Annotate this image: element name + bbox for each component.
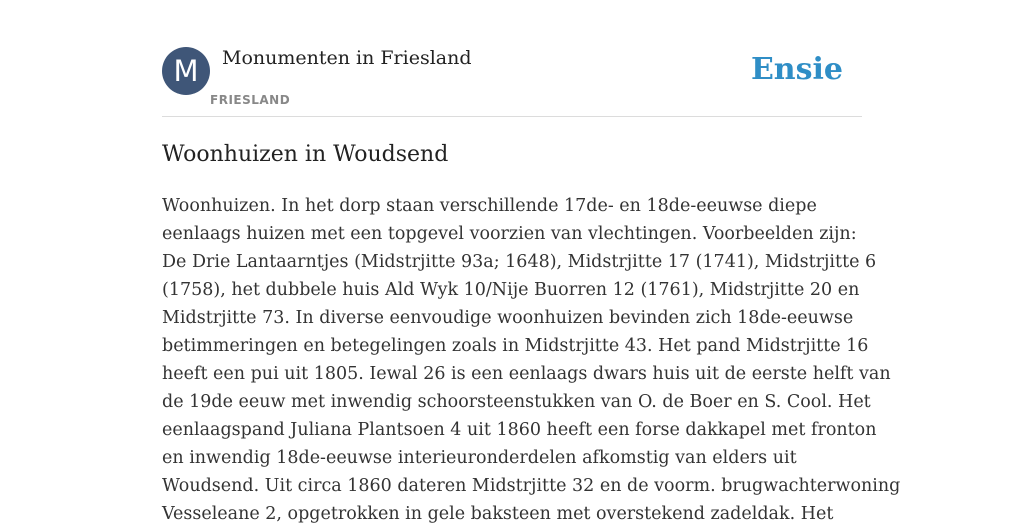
article-line: de 19de eeuw met inwendig schoorsteenstukken van O. de Boer en S. Cool. Het [162,392,871,412]
article-line: en inwendig 18de-eeuwse interieuronderdelen afkomstig van elders uit [162,448,797,468]
article-line: betimmeringen en betegelingen zoals in Midstrjitte 43. Het pand Midstrjitte 16 [162,336,869,356]
article-line: Woonhuizen. In het dorp staan verschillende 17de- en 18de-eeuwse diepe [162,196,817,216]
page-title: Woonhuizen in Woudsend [162,142,449,167]
article-line: Midstrjitte 73. In diverse eenvoudige woonhuizen bevinden zich 18de-eeuwse [162,308,854,328]
ensie-logo[interactable]: Ensie [750,52,843,87]
source-title-link[interactable]: Monumenten in Friesland [222,47,472,69]
article-line: Vesseleane 2, opgetrokken in gele baksteen met overstekend zadeldak. Het [162,504,834,524]
article-line: heeft een pui uit 1805. Iewal 26 is een eenlaags dwars huis uit de eerste helft van [162,364,891,384]
article-line: eenlaagspand Juliana Plantsoen 4 uit 1860 heeft een forse dakkapel met fronton [162,420,877,440]
article-line: eenlaags huizen met een topgevel voorzien van vlechtingen. Voorbeelden zijn: [162,224,857,244]
article-line: Woudsend. Uit circa 1860 dateren Midstrjitte 32 en de voorm. brugwachterwoning [162,476,901,496]
article-line: (1758), het dubbele huis Ald Wyk 10/Nije Buorren 12 (1761), Midstrjitte 20 en [162,280,860,300]
article-body [162,192,901,528]
article-line: De Drie Lantaarntjes (Midstrjitte 93a; 1648), Midstrjitte 17 (1741), Midstrjitte 6 [162,252,877,272]
source-category-link[interactable]: FRIESLAND [210,93,291,107]
avatar[interactable]: M [162,47,210,95]
article-header [162,46,862,117]
